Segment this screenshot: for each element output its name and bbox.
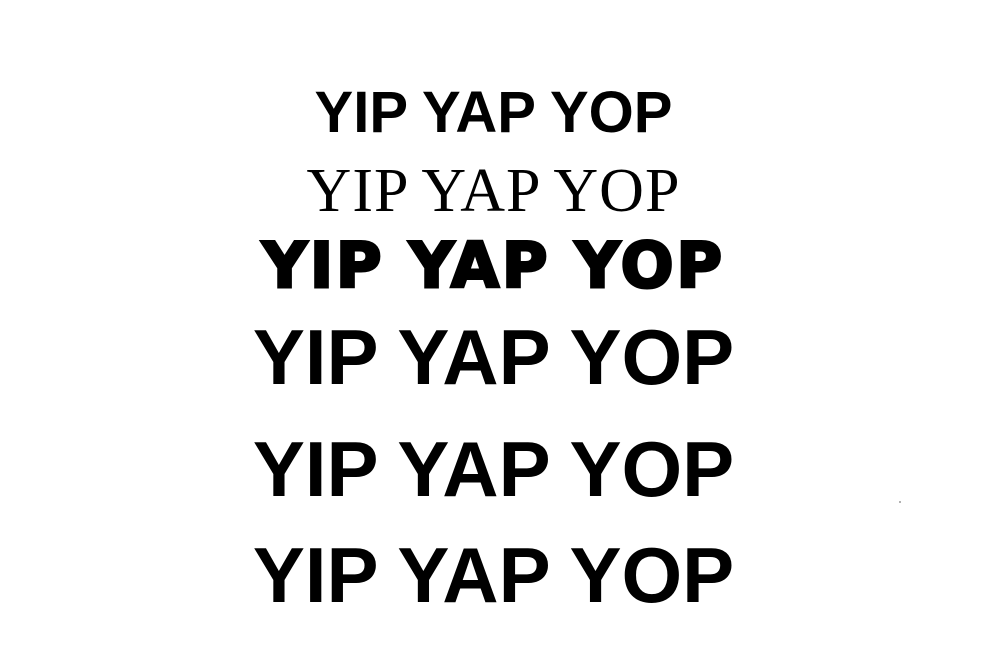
specimen-line-serif: YIP YAP YOP bbox=[306, 157, 681, 225]
specimen-line-large-sans-2: YIP YAP YOP bbox=[252, 425, 735, 513]
specimen-line-large-sans-3: YIP YAP YOP bbox=[252, 531, 735, 619]
stray-dot bbox=[899, 501, 901, 503]
specimen-line-heavy-display: YIP YAP YOP bbox=[262, 229, 725, 302]
specimen-line-large-sans-1: YIP YAP YOP bbox=[252, 313, 735, 401]
specimen-line-bold-sans: YIP YAP YOP bbox=[314, 80, 673, 145]
